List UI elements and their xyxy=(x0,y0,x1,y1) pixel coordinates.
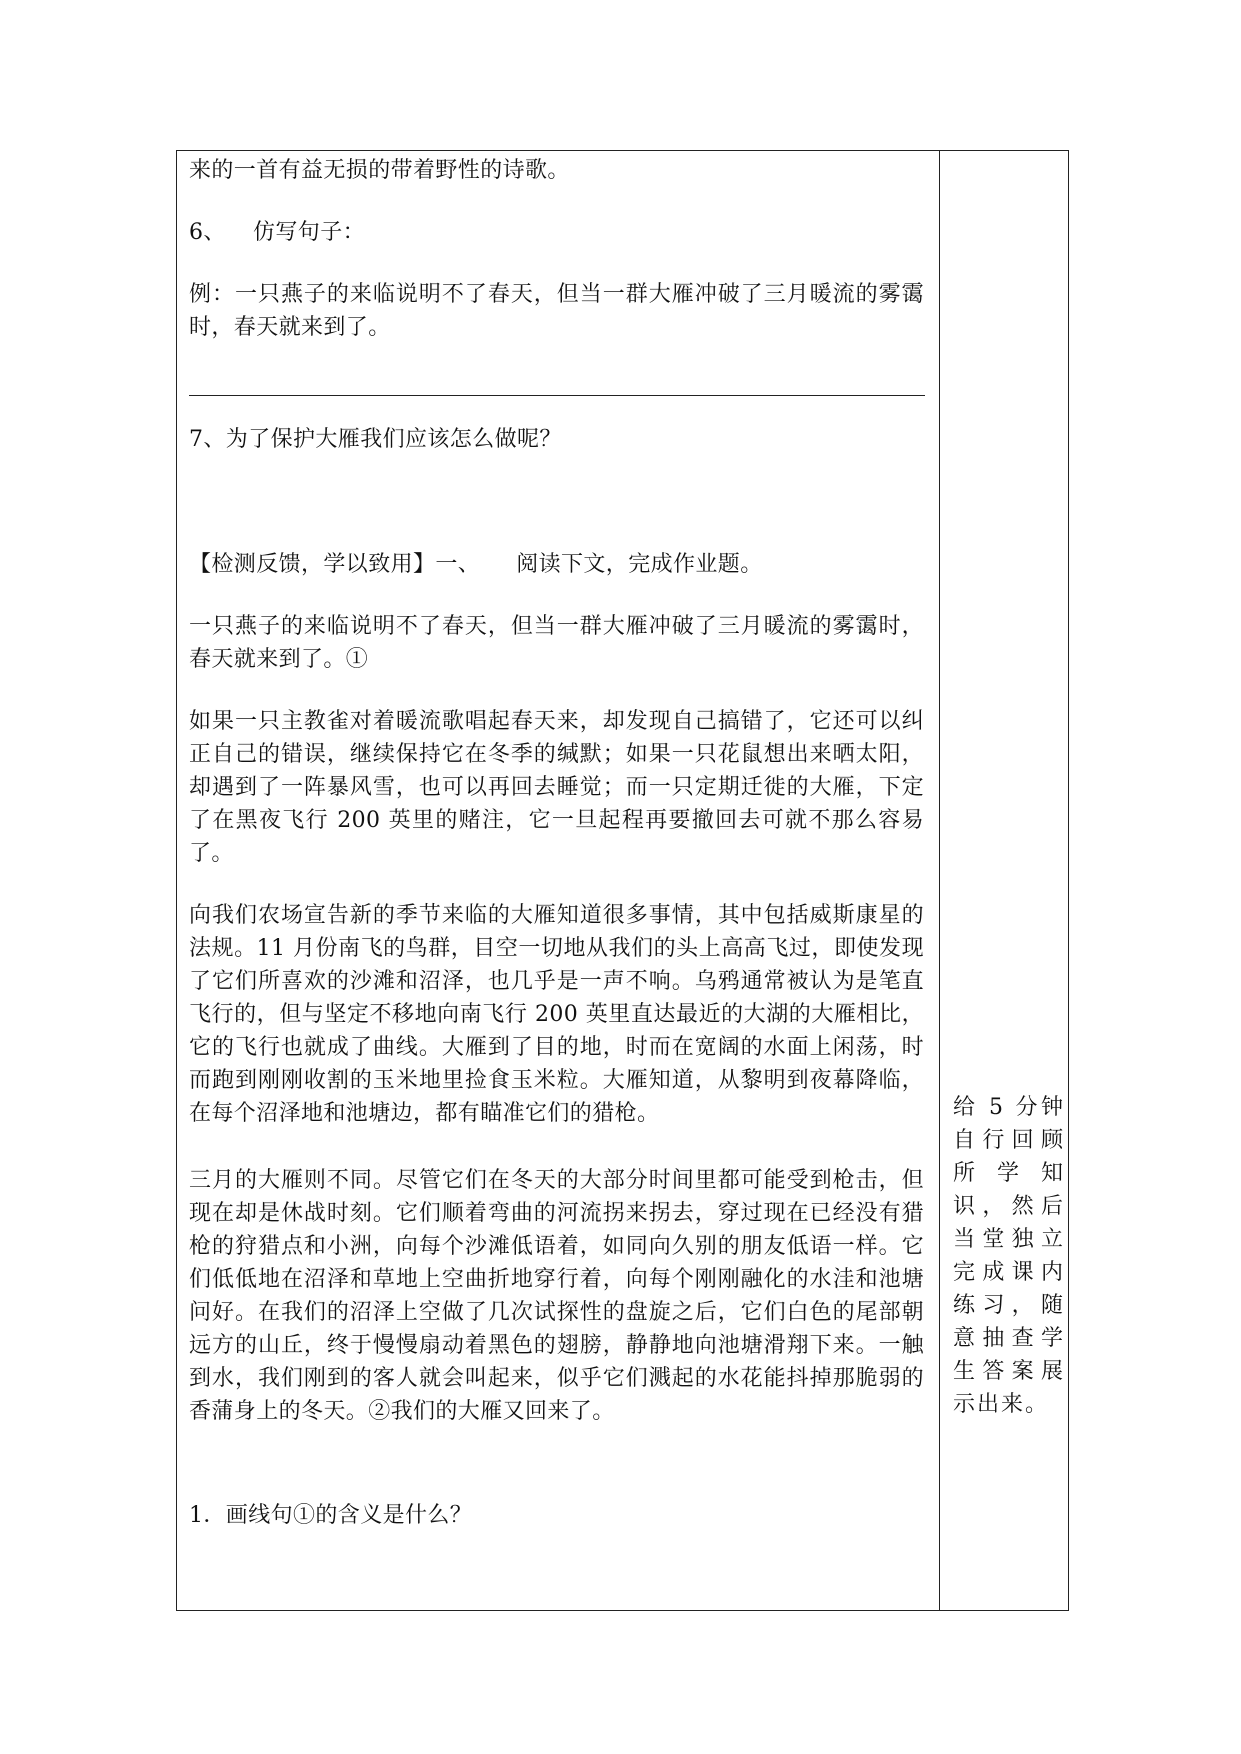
question-6 xyxy=(189,216,924,249)
question-6-example: 例：一只燕子的来临说明不了春天，但当一群大雁冲破了三月暖流的雾霭时，春天就来到了。 xyxy=(189,282,924,340)
lesson-table xyxy=(176,150,1069,1611)
line-continuation: 来的一首有益无损的带着野性的诗歌。 xyxy=(189,158,570,183)
section-heading-label: 【检测反馈，学以致用】一、 xyxy=(189,552,481,577)
passage-paragraph-4: 三月的大雁则不同。尽管它们在冬天的大部分时间里都可能受到枪击，但现在却是休战时刻。它们顺着弯曲的河流拐来拐去，穿过现在已经没有猎枪的狩猎点和小洲，向每个沙滩低语着，如同向久别的朋友低语一样。它们低低地在沼泽和草地上空曲折地穿行着，向每个刚刚融化的水洼和池塘问好。在我们的沼泽上空做了几次试探性的盘旋之后，它们白色的尾部朝远方的山丘，终于慢慢扇动着黑色的翅膀，静静地向池塘滑翔下来。一触到水，我们刚到的客人就会叫起来，似乎它们溅起的水花能抖掉那脆弱的香蒲身上的冬天。②我们的大雁又回来了。 xyxy=(189,1168,924,1424)
question-6-number: 6、 xyxy=(189,220,226,245)
column-divider xyxy=(939,151,940,1610)
passage-paragraph-1: 一只燕子的来临说明不了春天，但当一群大雁冲破了三月暖流的雾霭时，春天就来到了。① xyxy=(189,614,924,672)
section-heading xyxy=(189,548,924,581)
answer-line[interactable] xyxy=(189,395,925,396)
passage-paragraph-2: 如果一只主教雀对着暖流歌唱起春天来，却发现自己搞错了，它还可以纠正自己的错误，继续保持它在冬季的缄默；如果一只花鼠想出来晒太阳，却遇到了一阵暴风雪，也可以再回去睡觉；而一只定期迁徙的大雁，下定了在黑夜飞行 200 英里的赌注，它一旦起程再要撤回去可就不那么容易了。 xyxy=(189,709,924,866)
content-cell xyxy=(177,151,939,1610)
question-6-title: 仿写句子： xyxy=(253,220,366,245)
question-1: 1．画线句①的含义是什么？ xyxy=(189,1503,473,1528)
question-7: 7、为了保护大雁我们应该怎么做呢？ xyxy=(189,427,562,452)
passage-paragraph-3: 向我们农场宣告新的季节来临的大雁知道很多事情，其中包括威斯康星的法规。11 月份南飞的鸟群，目空一切地从我们的头上高高飞过，即使发现了它们所喜欢的沙滩和沼泽，也几乎是一声不响。乌鸦通常被认为是笔直飞行的，但与坚定不移地向南飞行 200 英里直达最近的大湖的大雁相比，它的飞行也就成了曲线。大雁到了目的地，时而在宽阔的水面上闲荡，时而跑到刚刚收割的玉米地里捡食玉米粒。大雁知道，从黎明到夜幕降临，在每个沼泽地和池塘边，都有瞄准它们的猎枪。 xyxy=(189,903,924,1126)
teacher-note: 给 5 分钟自行回顾所学知识，然后当堂独立完成课内练习，随意抽查学生答案展示出来。 xyxy=(953,1095,1065,1417)
section-instruction: 阅读下文，完成作业题。 xyxy=(516,552,763,577)
